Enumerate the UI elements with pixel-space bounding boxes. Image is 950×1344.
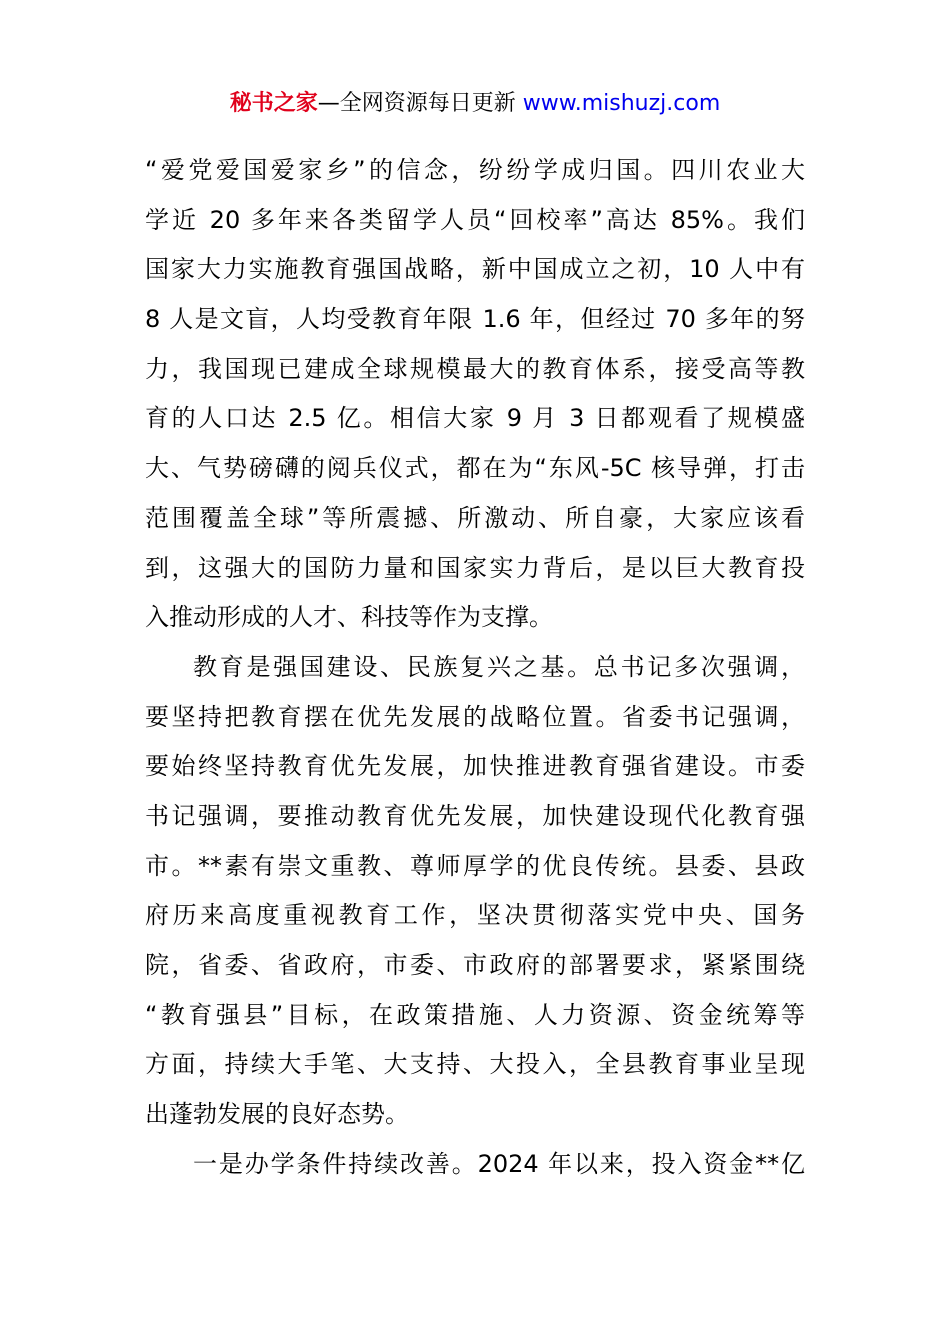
text-line: 力，我国现已建成全球规模最大的教育体系，接受高等教 <box>145 354 805 383</box>
page-header <box>0 88 950 120</box>
text-line: 范围覆盖全球”等所震撼、所激动、所自豪，大家应该看 <box>145 503 805 532</box>
text-line: “爱党爱国爱家乡”的信念，纷纷学成归国。四川农业大 <box>145 156 805 184</box>
text-line: 教育是强国建设、民族复兴之基。总书记多次强调， <box>193 652 805 681</box>
text-line: 出蓬勃发展的良好态势。 <box>145 1100 409 1129</box>
document-body <box>145 146 805 1189</box>
text-line: 到，这强大的国防力量和国家实力背后，是以巨大教育投 <box>145 553 805 582</box>
paragraph-3 <box>145 1140 805 1190</box>
header-tagline: —全网资源每日更新 <box>317 91 523 116</box>
header-url-link[interactable]: www.mishuzj.com <box>522 91 721 116</box>
text-line: 入推动形成的人才、科技等作为支撑。 <box>145 603 553 632</box>
text-line: 院，省委、省政府，市委、市政府的部署要求，紧紧围绕 <box>145 951 805 979</box>
text-line: 学近 20 多年来各类留学人员“回校率”高达 85%。我们 <box>145 205 805 234</box>
text-line: 8 人是文盲，人均受教育年限 1.6 年，但经过 70 多年的努 <box>145 305 805 334</box>
paragraph-1 <box>145 146 805 643</box>
text-line: 府历来高度重视教育工作，坚决贯彻落实党中央、国务 <box>145 901 805 930</box>
text-line: 一是办学条件持续改善。2024 年以来，投入资金**亿 <box>193 1149 805 1178</box>
paragraph-2 <box>145 643 805 1140</box>
text-line: 育的人口达 2.5 亿。相信大家 9 月 3 日都观看了规模盛 <box>145 404 805 433</box>
text-line: “教育强县”目标，在政策措施、人力资源、资金统筹等 <box>145 1000 805 1029</box>
text-line: 要始终坚持教育优先发展，加快推进教育强省建设。市委 <box>145 752 805 781</box>
text-line: 方面，持续大手笔、大支持、大投入，全县教育事业呈现 <box>145 1050 805 1079</box>
text-line: 大、气势磅礴的阅兵仪式，都在为“东风-5C 核导弹，打击 <box>145 454 805 483</box>
text-line: 国家大力实施教育强国战略，新中国成立之初，10 人中有 <box>145 255 805 284</box>
text-line: 书记强调，要推动教育优先发展，加快建设现代化教育强 <box>145 801 805 830</box>
text-line: 市。**素有崇文重教、尊师厚学的优良传统。县委、县政 <box>145 851 805 880</box>
brand-name: 秘书之家 <box>229 91 318 116</box>
text-line: 要坚持把教育摆在优先发展的战略位置。省委书记强调， <box>145 702 805 731</box>
